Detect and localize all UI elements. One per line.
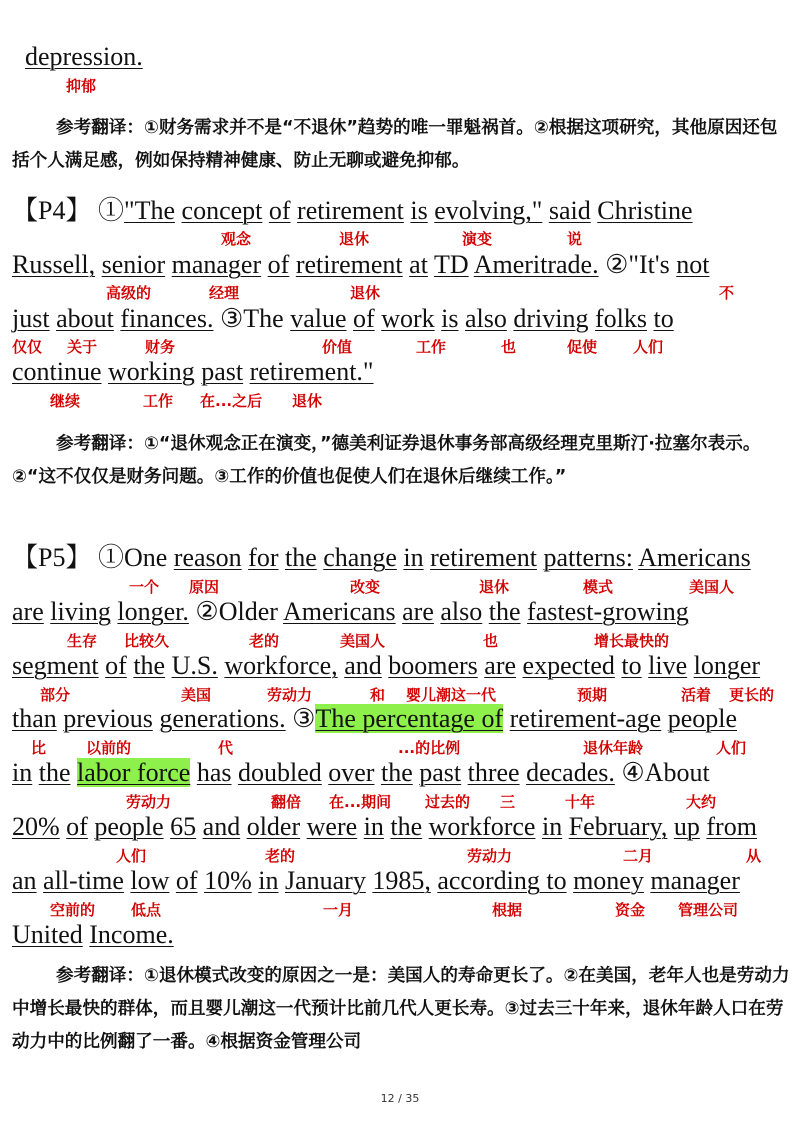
english-word: older <box>246 812 301 841</box>
gloss-word: 退休 <box>339 230 370 248</box>
gloss-word: 活着 <box>681 686 712 704</box>
english-word: money <box>573 866 644 895</box>
gloss-line <box>0 630 800 652</box>
english-word: change <box>323 543 397 572</box>
english-word: past <box>419 758 462 787</box>
english-word: of <box>66 812 88 841</box>
gloss-line <box>0 576 800 598</box>
gloss-word: 原因 <box>189 578 220 596</box>
gloss-word: 在...期间 <box>329 793 392 811</box>
english-word: senior <box>101 250 166 279</box>
english-word: of <box>175 866 198 895</box>
english-word: finances. <box>120 304 214 333</box>
english-line <box>12 196 693 226</box>
english-word: according to <box>437 866 567 895</box>
gloss-word: 二月 <box>623 847 654 865</box>
highlighted-phrase: labor force <box>77 758 191 787</box>
gloss-line <box>0 737 800 759</box>
english-word: decades. <box>526 758 615 787</box>
english-word: retirement <box>295 250 403 279</box>
gloss-word: 也 <box>501 338 517 356</box>
paragraph-tag: 【P4】 <box>12 196 92 225</box>
gloss-word: 婴儿潮这一代 <box>406 686 497 704</box>
gloss-word: 仅仅 <box>12 338 43 356</box>
gloss-word: 工作 <box>416 338 447 356</box>
english-word: retirement <box>430 543 537 572</box>
gloss-word: 预期 <box>577 686 608 704</box>
english-word: manager <box>650 866 740 895</box>
gloss-word: 说 <box>567 230 583 248</box>
english-word: of <box>267 250 290 279</box>
english-word: an <box>12 866 37 895</box>
english-line <box>12 812 757 842</box>
english-word: for <box>248 543 279 572</box>
english-word: longer <box>693 651 761 680</box>
gloss-word: 人们 <box>116 847 147 865</box>
gloss-line <box>0 336 800 358</box>
gloss-word: 从 <box>746 847 762 865</box>
english-word: has <box>196 758 232 787</box>
gloss-word: 生存 <box>67 632 98 650</box>
gloss-line <box>0 791 800 813</box>
english-word: low <box>130 866 170 895</box>
english-word: also <box>464 304 507 333</box>
english-word: driving <box>513 304 589 333</box>
english-line <box>12 543 751 573</box>
english-word: and <box>202 812 241 841</box>
english-word: to <box>621 651 642 680</box>
english-word: all-time <box>43 866 124 895</box>
gloss-word: 低点 <box>131 901 162 919</box>
english-line <box>12 357 374 387</box>
english-word: ④About <box>621 758 710 787</box>
english-word: United <box>12 920 83 949</box>
english-word: ① <box>97 196 124 225</box>
gloss-word: 管理公司 <box>678 901 739 919</box>
english-line <box>12 651 760 681</box>
gloss-word: 人们 <box>633 338 664 356</box>
gloss-word: 和 <box>370 686 386 704</box>
english-word: the <box>380 758 413 787</box>
english-word: 20% <box>12 812 60 841</box>
gloss-word: 也 <box>483 632 499 650</box>
gloss-word: 老的 <box>265 847 296 865</box>
english-word: 1985, <box>372 866 431 895</box>
english-word: not <box>676 250 710 279</box>
gloss-line <box>0 282 800 304</box>
english-word: TD <box>433 250 469 279</box>
gloss-word: 三 <box>500 793 516 811</box>
gloss-word: 在...之后 <box>200 392 263 410</box>
english-word: of <box>353 304 375 333</box>
english-word: value <box>290 304 347 333</box>
gloss-word: 退休 <box>350 284 381 302</box>
gloss-word: 更长的 <box>729 686 775 704</box>
english-word: U.S. <box>171 651 218 680</box>
page-number <box>0 1092 800 1105</box>
gloss-word: 代 <box>218 739 234 757</box>
english-word: the <box>488 597 521 626</box>
english-word: January <box>284 866 366 895</box>
gloss-word: 改变 <box>350 578 381 596</box>
english-word: in <box>363 812 384 841</box>
gloss-word: 模式 <box>583 578 614 596</box>
english-word: retirement." <box>249 357 374 386</box>
english-line <box>12 920 174 950</box>
english-word: 10% <box>204 866 252 895</box>
english-word: about <box>56 304 114 333</box>
gloss-line <box>0 684 800 706</box>
english-word: live <box>648 651 688 680</box>
english-word: reason <box>173 543 242 572</box>
english-word: were <box>306 812 358 841</box>
gloss-word: 美国人 <box>340 632 386 650</box>
gloss-word: 大约 <box>686 793 717 811</box>
english-word: are <box>12 597 44 626</box>
english-word: in <box>541 812 563 841</box>
english-word: also <box>440 597 483 626</box>
gloss-word: 老的 <box>249 632 280 650</box>
english-word: is <box>441 304 459 333</box>
gloss-word: 增长最快的 <box>594 632 670 650</box>
gloss-word: 空前的 <box>50 901 96 919</box>
english-word: 65 <box>170 812 197 841</box>
gloss-line <box>0 390 800 412</box>
english-line <box>12 304 674 334</box>
gloss-word: 不 <box>719 284 735 302</box>
reference-translation: 参考翻译：①财务需求并不是“不退休”趋势的唯一罪魁祸首。②根据这项研究，其他原因还包括个人满足感，例如保持精神健康、防止无聊或避免抑郁。 <box>12 118 778 171</box>
page-separator: / <box>398 1092 402 1105</box>
english-word: February, <box>568 812 668 841</box>
english-word: evolving," <box>434 196 543 225</box>
english-line <box>12 597 689 627</box>
english-word: workforce, <box>224 651 338 680</box>
page-total: 35 <box>405 1092 420 1105</box>
gloss-word: 退休年龄 <box>583 739 644 757</box>
gloss-word: 高级的 <box>106 284 152 302</box>
gloss-word: 比 <box>31 739 47 757</box>
gloss-line <box>0 899 800 921</box>
gloss-word: 人们 <box>716 739 747 757</box>
gloss-word: 过去的 <box>425 793 471 811</box>
english-word: just <box>12 304 50 333</box>
gloss-word: 资金 <box>615 901 646 919</box>
english-word: of <box>268 196 291 225</box>
english-word: folks <box>594 304 647 333</box>
english-word: fastest-growing <box>527 597 689 626</box>
gloss-word: 劳动力 <box>267 686 313 704</box>
english-word: longer. <box>117 597 189 626</box>
gloss-word: 继续 <box>50 392 81 410</box>
english-word: segment <box>12 651 99 680</box>
english-word: depression. <box>25 42 143 71</box>
highlighted-phrase: The percentage of <box>315 704 504 733</box>
english-word: ③ <box>292 704 316 733</box>
english-word: Americans <box>283 597 396 626</box>
gloss-word: 抑郁 <box>66 77 97 95</box>
english-word: in <box>258 866 279 895</box>
gloss-word: 美国人 <box>689 578 735 596</box>
english-word: said <box>548 196 591 225</box>
english-word: three <box>467 758 520 787</box>
english-word: Income. <box>89 920 174 949</box>
reference-translation: 参考翻译：①“退休观念正在演变，”德美利证券退休事务部高级经理克里斯汀·拉塞尔表示。②“这不仅仅是财务问题。③工作的价值也促使人们在退休后继续工作。” <box>12 434 761 487</box>
english-word: Russell, <box>12 250 96 279</box>
gloss-word: 退休 <box>292 392 323 410</box>
gloss-word: 关于 <box>67 338 98 356</box>
english-word: manager <box>171 250 262 279</box>
english-word: retirement-age <box>509 704 662 733</box>
english-word: the <box>390 812 423 841</box>
english-word: from <box>706 812 757 841</box>
english-word: Christine <box>597 196 693 225</box>
english-word: continue <box>12 357 102 386</box>
english-word: past <box>201 357 244 386</box>
english-word: over <box>328 758 375 787</box>
gloss-word: ...的比例 <box>398 739 461 757</box>
english-word: people <box>667 704 738 733</box>
gloss-line <box>0 75 800 97</box>
english-word: the <box>284 543 317 572</box>
english-word: working <box>108 357 195 386</box>
english-word: previous <box>63 704 153 733</box>
gloss-word: 翻倍 <box>271 793 302 811</box>
english-word: up <box>673 812 700 841</box>
gloss-word: 根据 <box>492 901 523 919</box>
gloss-word: 劳动力 <box>467 847 513 865</box>
english-word: are <box>484 651 517 680</box>
paragraph-tag: 【P5】 <box>12 543 92 572</box>
english-word: Americans <box>638 543 751 572</box>
gloss-word: 一个 <box>129 578 160 596</box>
english-word: at <box>409 250 428 279</box>
gloss-word: 劳动力 <box>126 793 172 811</box>
english-word: is <box>410 196 428 225</box>
english-word: living <box>50 597 111 626</box>
gloss-line <box>0 845 800 867</box>
english-word: concept <box>181 196 263 225</box>
gloss-word: 部分 <box>40 686 71 704</box>
gloss-word: 财务 <box>145 338 176 356</box>
gloss-word: 促使 <box>567 338 598 356</box>
english-word: expected <box>522 651 615 680</box>
english-word: are <box>402 597 434 626</box>
english-word: patterns: <box>543 543 633 572</box>
gloss-word: 经理 <box>209 284 240 302</box>
english-word: boomers <box>388 651 478 680</box>
english-line <box>25 42 143 72</box>
gloss-word: 价值 <box>322 338 353 356</box>
english-word: people <box>94 812 164 841</box>
english-word: generations. <box>159 704 286 733</box>
gloss-word: 演变 <box>462 230 493 248</box>
page-current: 12 <box>380 1092 395 1105</box>
english-line <box>12 250 709 280</box>
english-word: the <box>38 758 71 787</box>
gloss-word: 观念 <box>221 230 252 248</box>
english-line <box>12 704 737 734</box>
english-word: doubled <box>238 758 322 787</box>
english-word: in <box>403 543 424 572</box>
reference-translation: 参考翻译：①退休模式改变的原因之一是：美国人的寿命更长了。②在美国，老年人也是劳动力中增长最快的群体，而且婴儿潮这一代预计比前几代人更长寿。③过去三十年来，退休年龄人口在劳动力中的比例翻了一番。④根据资金管理公司 <box>12 966 790 1052</box>
gloss-line <box>0 228 800 250</box>
english-word: workforce <box>428 812 536 841</box>
english-word: than <box>12 704 57 733</box>
english-word: ①One <box>97 543 168 572</box>
english-line <box>12 758 710 788</box>
english-word: to <box>653 304 674 333</box>
english-word: in <box>12 758 33 787</box>
gloss-word: 一月 <box>323 901 354 919</box>
english-word: "The <box>123 196 176 225</box>
gloss-word: 工作 <box>143 392 174 410</box>
english-word: ②Older <box>195 597 278 626</box>
english-word: and <box>344 651 382 680</box>
gloss-word: 美国 <box>181 686 212 704</box>
english-word: of <box>105 651 127 680</box>
gloss-word: 比较久 <box>124 632 170 650</box>
english-word: the <box>133 651 166 680</box>
english-word: Ameritrade. <box>473 250 599 279</box>
gloss-word: 退休 <box>479 578 510 596</box>
english-line <box>12 866 740 896</box>
english-word: ③The <box>219 304 284 333</box>
gloss-word: 十年 <box>565 793 596 811</box>
english-word: work <box>381 304 435 333</box>
gloss-word: 以前的 <box>86 739 132 757</box>
english-word: ②"It's <box>605 250 670 279</box>
english-word: retirement <box>297 196 404 225</box>
